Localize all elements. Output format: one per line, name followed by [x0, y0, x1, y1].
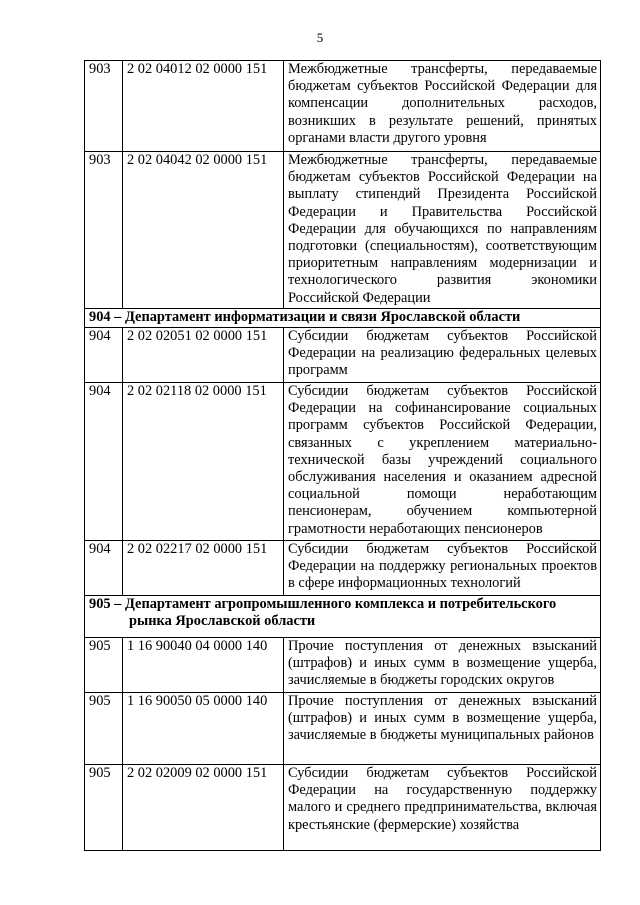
table-row [85, 638, 601, 693]
admin-code-cell: 905 [85, 693, 123, 765]
section-header-row [85, 596, 601, 638]
section-header-row [85, 308, 601, 327]
table-row [85, 152, 601, 309]
revenue-code-cell: 2 02 02118 02 0000 151 [123, 383, 284, 541]
description-cell: Прочие поступления от денежных взысканий (штрафов) и иных сумм в возмещение ущерба, зачисляемые в бюджеты муниципальных районов [284, 693, 601, 765]
page-number: 5 [316, 30, 324, 45]
admin-code-cell: 904 [85, 541, 123, 596]
admin-code-cell: 904 [85, 383, 123, 541]
description-cell: Межбюджетные трансферты, передаваемые бюджетам субъектов Российской Федерации для компенсации дополнительных расходов, возникших в результате решений, принятых органами власти другого уровня [284, 61, 601, 152]
admin-code-cell: 903 [85, 61, 123, 152]
admin-code-cell: 905 [85, 765, 123, 851]
description-cell: Субсидии бюджетам субъектов Российской Федерации на реализацию федеральных целевых программ [284, 328, 601, 383]
table-row [85, 541, 601, 596]
revenue-code-cell: 2 02 04042 02 0000 151 [123, 152, 284, 309]
description-cell: Межбюджетные трансферты, передаваемые бюджетам субъектов Российской Федерации на выплату стипендий Президента Российской Федерации и Правительства Российской Федерации для обучающихся по направлениям подготовки (специальностям), соответствующим приоритетным направлениям модернизации и технологического развития экономики Российской Федерации [284, 152, 601, 309]
revenue-code-cell: 2 02 02051 02 0000 151 [123, 328, 284, 383]
description-cell: Субсидии бюджетам субъектов Российской Федерации на поддержку региональных проектов в сфере информационных технологий [284, 541, 601, 596]
table-row [85, 693, 601, 765]
table-row [85, 61, 601, 152]
revenue-codes-table [84, 60, 601, 851]
revenue-code-cell: 2 02 04012 02 0000 151 [123, 61, 284, 152]
revenue-code-cell: 2 02 02217 02 0000 151 [123, 541, 284, 596]
description-cell: Субсидии бюджетам субъектов Российской Федерации на софинансирование социальных программ субъектов Российской Федерации, связанных с укреплением материально-технической базы учреждений социального обслуживания населения и оказанием адресной социальной помощи неработающим пенсионерам, обучением компьютерной грамотности неработающих пенсионеров [284, 383, 601, 541]
revenue-code-cell: 1 16 90040 04 0000 140 [123, 638, 284, 693]
table-row [85, 328, 601, 383]
section-title: 905 – Департамент агропромышленного комплекса и потребительского рынка Ярославской области [89, 596, 557, 630]
revenue-code-cell: 2 02 02009 02 0000 151 [123, 765, 284, 851]
revenue-code-cell: 1 16 90050 05 0000 140 [123, 693, 284, 765]
section-title: 904 – Департамент информатизации и связи Ярославской области [85, 308, 601, 327]
table-row [85, 765, 601, 851]
admin-code-cell: 905 [85, 638, 123, 693]
table-row [85, 383, 601, 541]
description-cell: Субсидии бюджетам субъектов Российской Федерации на государственную поддержку малого и среднего предпринимательства, включая крестьянские (фермерские) хозяйства [284, 765, 601, 851]
admin-code-cell: 904 [85, 328, 123, 383]
description-cell: Прочие поступления от денежных взысканий (штрафов) и иных сумм в возмещение ущерба, зачисляемые в бюджеты городских округов [284, 638, 601, 693]
admin-code-cell: 903 [85, 152, 123, 309]
